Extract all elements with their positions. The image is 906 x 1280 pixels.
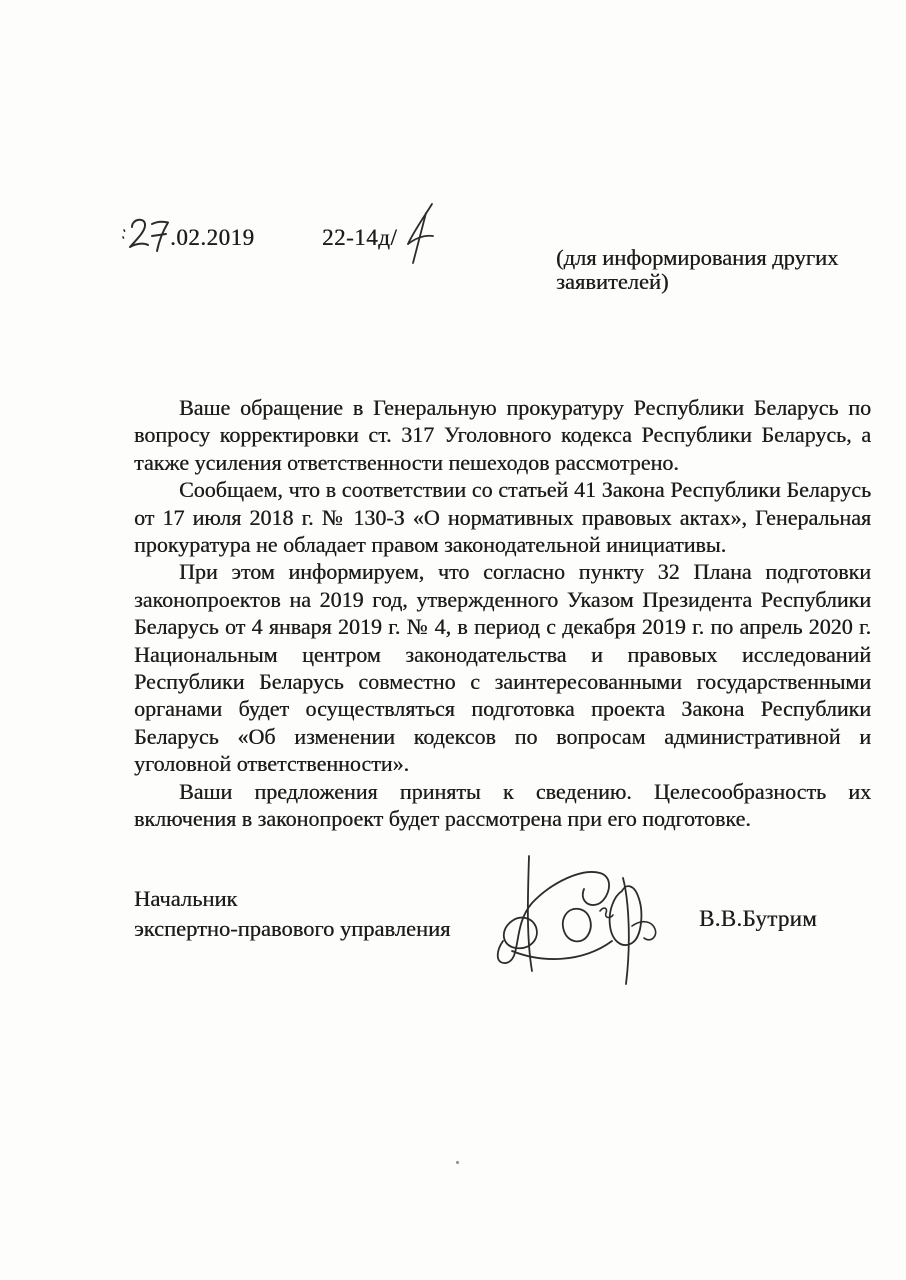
signer-name: В.В.Бутрим [699, 906, 818, 931]
reference-number: 22-14д/ [322, 225, 398, 250]
paragraph-1: Ваше обращение в Генеральную прокуратуру Республики Беларусь по вопросу корректировки ст. 317 Уголовного кодекса Республики Беларусь, а также усиления ответственности пешеходов рассмотрено. [134, 395, 871, 475]
signer-position-line1: Начальник [134, 886, 238, 911]
date-typed: .02.2019 [170, 225, 255, 250]
letter-body [134, 394, 871, 833]
handwritten-reference-suffix [396, 201, 442, 267]
scan-speck [456, 1161, 459, 1164]
paragraph-2: Сообщаем, что в соответствии со статьей 41 Закона Республики Беларусь от 17 июля 2018 г. № 130-З «О нормативных правовых актах», Генеральная прокуратура не обладает правом законодательной инициативы. [134, 477, 871, 558]
signer-position-line2: экспертно-правового управления [134, 916, 451, 941]
signature [492, 850, 672, 988]
paragraph-3: При этом информируем, что согласно пункту 32 Плана подготовки законопроектов на 2019 год, утвержденного Указом Президента Республики Беларусь от 4 января 2019 г. № 4, в период с декабря 2019 г. по апрель 2020 г. Национальным центром законодательства и правовых исследований Республики Беларусь совместно с заинтересованными государственными органами будет осуществляться подготовка проекта Закона Республики Беларусь «Об изменении кодексов по вопросам административной и уголовной ответственности». [134, 559, 871, 777]
recipient-note: (для информирования других заявителей) [556, 245, 839, 294]
paragraph-4: Ваши предложения приняты к сведению. Целесообразность их включения в законопроект будет рассмотрена при его подготовке. [134, 778, 871, 832]
handwritten-date-day [120, 213, 172, 259]
signer-position [134, 884, 450, 944]
